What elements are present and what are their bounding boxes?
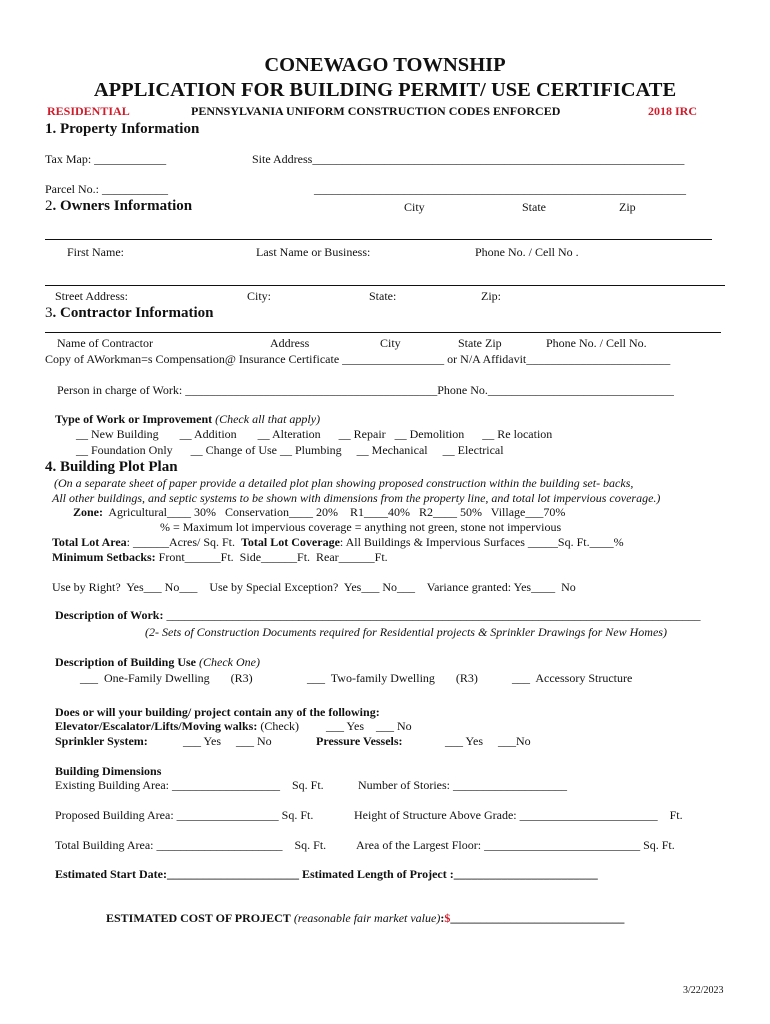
plot-note-1: (On a separate sheet of paper provide a detailed plot plan showing proposed construction within the building set- backs,: [54, 476, 634, 490]
contractor-phone-label: Phone No. / Cell No.: [546, 336, 647, 350]
pressure-options[interactable]: ___ Yes ___No: [445, 734, 531, 748]
work-type-heading: Type of Work or Improvement (Check all that apply): [55, 412, 321, 426]
accessory-option[interactable]: ___ Accessory Structure: [512, 671, 633, 685]
largest-floor-field[interactable]: Area of the Largest Floor: __________________________ Sq. Ft.: [356, 838, 675, 852]
owner-zip-label: Zip:: [481, 289, 501, 303]
sets-note: (2- Sets of Construction Documents required for Residential projects & Sprinkler Drawings for New Homes): [145, 625, 667, 639]
total-area-field[interactable]: Total Building Area: _____________________ Sq. Ft.: [55, 838, 327, 852]
owner-phone-label: Phone No. / Cell No .: [475, 245, 579, 259]
setbacks-row[interactable]: Minimum Setbacks: Front______Ft. Side______Ft. Rear______Ft.: [52, 550, 388, 564]
features-question: Does or will your building/ project contain any of the following:: [55, 705, 380, 719]
owner-state-label: State:: [369, 289, 397, 303]
elevator-row[interactable]: Elevator/Escalator/Lifts/Moving walks: (Check) ___ Yes ___ No: [55, 719, 412, 733]
section-owners-heading: 2. Owners Information: [45, 198, 193, 214]
description-work-row[interactable]: Description of Work: _________________________________________________________________________________________: [55, 608, 701, 622]
insurance-field[interactable]: Copy of AWorkman=s Compensation@ Insurance Certificate _________________ or N/A Affidavit________________________: [45, 352, 671, 366]
pressure-label: Pressure Vessels:: [316, 734, 403, 748]
owner-city-label: City:: [247, 289, 272, 303]
irc-label: 2018 IRC: [648, 104, 698, 118]
height-field[interactable]: Height of Structure Above Grade: _______________________ Ft.: [354, 808, 683, 822]
dimensions-heading: Building Dimensions: [55, 764, 162, 778]
revision-date: 3/22/2023: [683, 985, 724, 996]
lot-area-row[interactable]: Total Lot Area: ______Acres/ Sq. Ft. Total Lot Coverage: All Buildings & Impervious Surfaces _____Sq. Ft.____%: [52, 535, 624, 549]
form-title: APPLICATION FOR BUILDING PERMIT/ USE CERTIFICATE: [93, 79, 677, 101]
section-property-heading: 1. Property Information: [45, 121, 200, 137]
contractor-city-label: City: [380, 336, 401, 350]
owners-line-2[interactable]: [45, 285, 725, 286]
residential-label: RESIDENTIAL: [47, 104, 130, 118]
zip-label: Zip: [619, 200, 636, 214]
section-contractor-heading: 3. Contractor Information: [45, 305, 214, 321]
sprinkler-label: Sprinkler System:: [55, 734, 148, 748]
plot-note-2: All other buildings, and septic systems to be shown with dimensions from the property line, and total lot impervious coverage.): [52, 491, 661, 505]
building-use-heading: Description of Building Use (Check One): [55, 655, 260, 669]
city-label: City: [404, 200, 425, 214]
site-address-field[interactable]: Site Address______________________________________________________________: [252, 152, 685, 166]
work-type-options-row2[interactable]: __ Foundation Only __ Change of Use __ Plumbing __ Mechanical __ Electrical: [76, 443, 504, 457]
parcel-field[interactable]: Parcel No.: ___________: [45, 182, 168, 196]
stories-field[interactable]: Number of Stories: ___________________: [358, 778, 567, 792]
contractor-address-label: Address: [270, 336, 310, 350]
page-title: CONEWAGO TOWNSHIP: [264, 54, 506, 76]
state-label: State: [522, 200, 546, 214]
owners-line-1[interactable]: [45, 239, 712, 240]
tax-map-field[interactable]: Tax Map: ____________: [45, 152, 167, 166]
impervious-note: % = Maximum lot impervious coverage = anything not green, stone not impervious: [160, 520, 562, 534]
existing-area-field[interactable]: Existing Building Area: __________________ Sq. Ft.: [55, 778, 324, 792]
last-name-label: Last Name or Business:: [256, 245, 371, 259]
proposed-area-field[interactable]: Proposed Building Area: _________________ Sq. Ft.: [55, 808, 314, 822]
sprinkler-options[interactable]: ___ Yes ___ No: [183, 734, 272, 748]
use-by-right-row[interactable]: Use by Right? Yes___ No___ Use by Special Exception? Yes___ No___ Variance granted: Yes____ No: [52, 580, 576, 594]
codes-label: PENNSYLVANIA UNIFORM CONSTRUCTION CODES ENFORCED: [191, 104, 561, 118]
one-family-option[interactable]: ___ One-Family Dwelling (R3): [80, 671, 253, 685]
section-plot-heading: 4. Building Plot Plan: [45, 459, 178, 475]
first-name-label: First Name:: [67, 245, 124, 259]
contractor-state-zip-label: State Zip: [458, 336, 502, 350]
two-family-option[interactable]: ___ Two-family Dwelling (R3): [307, 671, 478, 685]
contractor-line[interactable]: [45, 332, 721, 333]
work-type-options-row1[interactable]: __ New Building __ Addition __ Alteration __ Repair __ Demolition __ Re location: [76, 427, 553, 441]
zone-row[interactable]: Zone: Agricultural____ 30% Conservation____ 20% R1____40% R2____ 50% Village___70%: [73, 505, 566, 519]
contractor-name-label: Name of Contractor: [57, 336, 153, 350]
estimated-dates-field[interactable]: Estimated Start Date:______________________ Estimated Length of Project :________________________: [55, 867, 598, 881]
person-in-charge-field[interactable]: Person in charge of Work: __________________________________________Phone No._______________________________: [57, 383, 674, 397]
address-line2-field[interactable]: ______________________________________________________________: [314, 182, 686, 196]
street-address-label: Street Address:: [55, 289, 128, 303]
estimated-cost-field[interactable]: ESTIMATED COST OF PROJECT (reasonable fair market value):$_____________________________: [106, 911, 625, 925]
